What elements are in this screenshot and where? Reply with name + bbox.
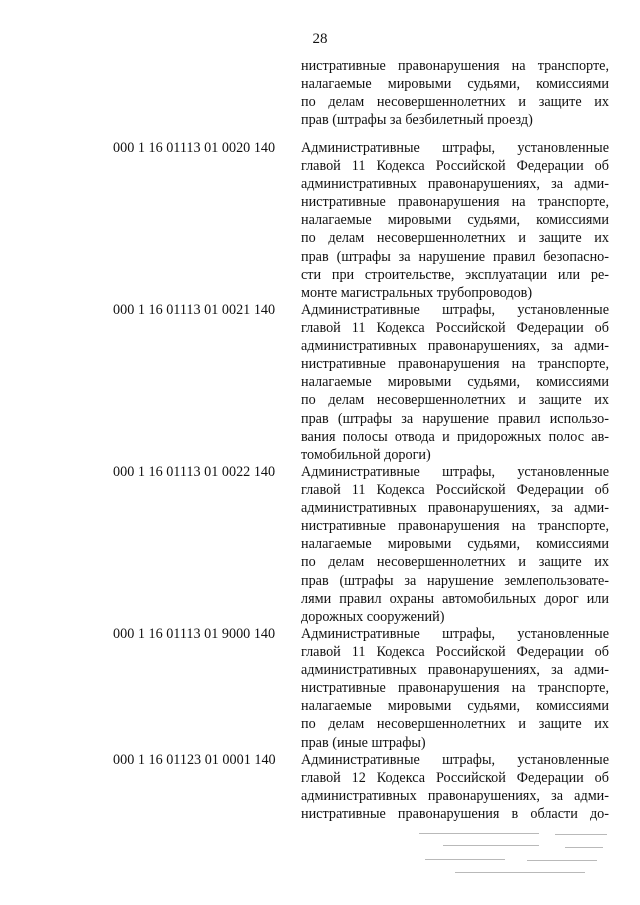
description-line: по делам несовершеннолетних и защите их: [301, 94, 609, 111]
description-line: Административные штрафы, установленные: [301, 626, 609, 642]
budget-code: 000 1 16 01113 01 0022 140: [113, 464, 276, 480]
description-line: Административные штрафы, установленные: [301, 464, 609, 480]
entry-description: [301, 301, 609, 464]
description-line: налагаемые мировыми судьями, комиссиями: [301, 212, 609, 229]
description-line: главой 11 Кодекса Российской Федерации об: [301, 158, 609, 175]
description-line: прав (штрафы за безбилетный проезд): [301, 112, 533, 129]
description-line: сти при строительстве, эксплуатации или ре-: [301, 266, 609, 283]
description-line: Административные штрафы, установленные: [301, 140, 609, 156]
entry-description: [301, 751, 609, 823]
description-line: монте магистральных трубопроводов): [301, 284, 533, 301]
description-line: по делам несовершеннолетних и защите их: [301, 554, 609, 571]
description-line: нистративные правонарушения на транспорте,: [301, 58, 609, 74]
description-line: главой 11 Кодекса Российской Федерации об: [301, 320, 609, 337]
description-line: главой 11 Кодекса Российской Федерации об: [301, 644, 609, 661]
description-line: дорожных сооружений): [301, 608, 445, 625]
description-line: прав (иные штрафы): [301, 734, 426, 751]
description-line: Административные штрафы, установленные: [301, 302, 609, 318]
description-line: прав (штрафы за нарушение правил безопасно-: [301, 248, 609, 265]
description-line: по делам несовершеннолетних и защите их: [301, 392, 609, 409]
budget-code: 000 1 16 01113 01 0021 140: [113, 302, 276, 318]
description-line: налагаемые мировыми судьями, комиссиями: [301, 374, 609, 391]
description-line: нистративные правонарушения на транспорте,: [301, 356, 609, 373]
description-line: главой 11 Кодекса Российской Федерации об: [301, 482, 609, 499]
description-line: главой 12 Кодекса Российской Федерации об: [301, 770, 609, 787]
description-line: налагаемые мировыми судьями, комиссиями: [301, 536, 609, 553]
page-number: 28: [312, 31, 328, 47]
description-line: административных правонарушениях, за адми-: [301, 338, 609, 355]
description-line: административных правонарушениях, за адми-: [301, 176, 609, 193]
description-line: нистративные правонарушения в области до-: [301, 806, 609, 823]
description-line: административных правонарушениях, за адми-: [301, 788, 609, 805]
budget-code: 000 1 16 01123 01 0001 140: [113, 752, 276, 768]
scan-artifact: [415, 823, 615, 883]
description-line: прав (штрафы за нарушение землепользовате-: [301, 572, 609, 589]
description-line: нистративные правонарушения на транспорте,: [301, 518, 609, 535]
description-line: административных правонарушениях, за адми-: [301, 500, 609, 517]
description-line: прав (штрафы за нарушение правил использо-: [301, 410, 609, 427]
description-line: нистративные правонарушения на транспорте,: [301, 680, 609, 697]
description-line: по делам несовершеннолетних и защите их: [301, 230, 609, 247]
description-line: томобильной дороги): [301, 446, 431, 463]
description-line: Административные штрафы, установленные: [301, 752, 609, 768]
entry-description: [301, 625, 609, 752]
budget-code: 000 1 16 01113 01 9000 140: [113, 626, 276, 642]
description-line: вания полосы отвода и придорожных полос ав-: [301, 428, 609, 445]
description-line: налагаемые мировыми судьями, комиссиями: [301, 698, 609, 715]
description-line: по делам несовершеннолетних и защите их: [301, 716, 609, 733]
description-line: лями правил охраны автомобильных дорог или: [301, 590, 609, 607]
entry-description: [301, 139, 609, 302]
entry-description: [301, 57, 609, 129]
description-line: административных правонарушениях, за адми-: [301, 662, 609, 679]
description-line: нистративные правонарушения на транспорте,: [301, 194, 609, 211]
entry-description: [301, 463, 609, 626]
description-line: налагаемые мировыми судьями, комиссиями: [301, 76, 609, 93]
budget-code: 000 1 16 01113 01 0020 140: [113, 140, 276, 156]
